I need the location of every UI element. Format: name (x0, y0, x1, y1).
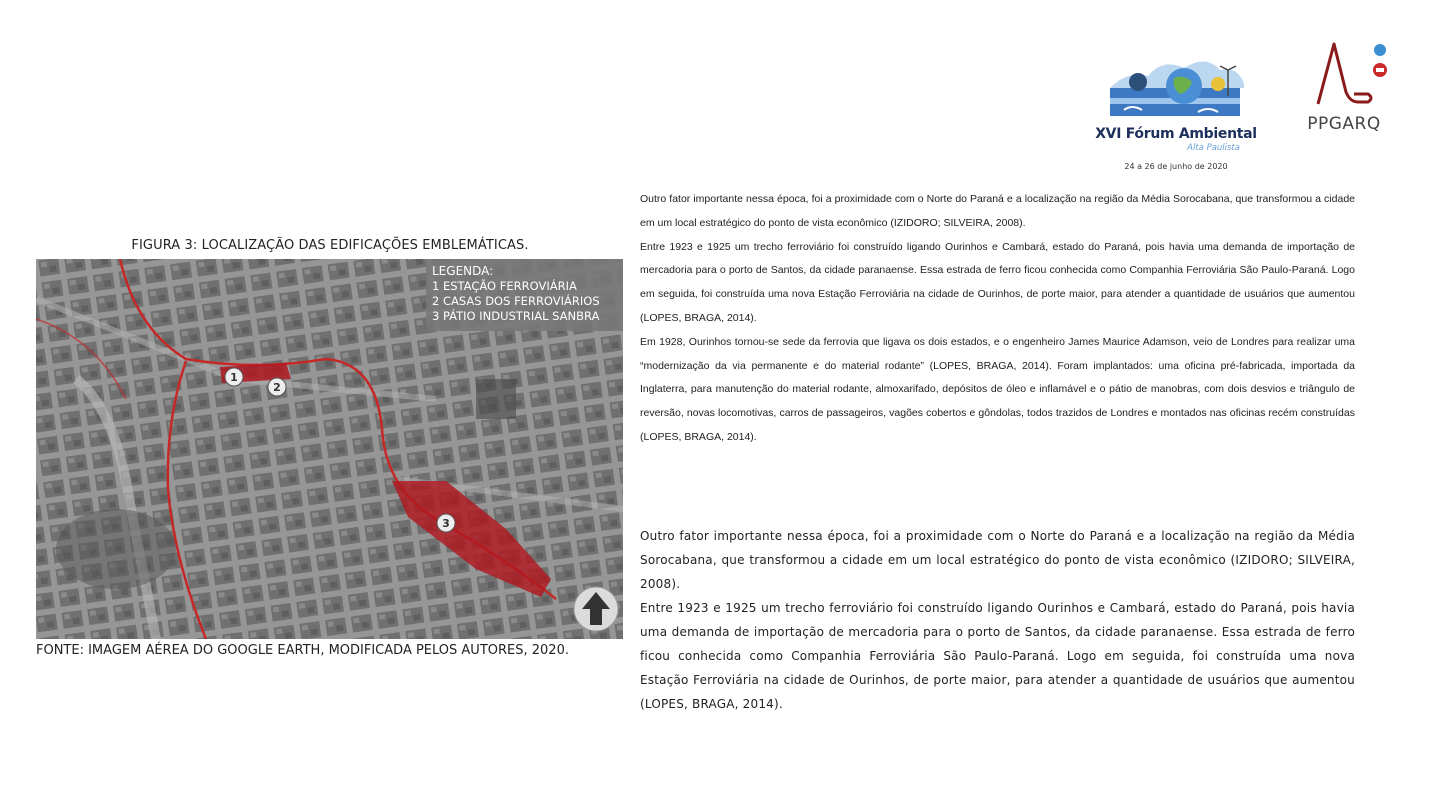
forum-ambiental-logo (1088, 40, 1264, 176)
forum-logo-illustration (1088, 40, 1264, 126)
aerial-map-image (36, 259, 623, 639)
legend-item-2: 2 CASAS DOS FERROVIÁRIOS (432, 294, 600, 308)
paragraph: Outro fator importante nessa época, foi a proximidade com o Norte do Paraná e a localização na região da Média Sorocabana, que transformou a cidade em um local estratégico do ponto de vista econômico (IZIDORO; SILVEIRA, 2008). (640, 529, 1355, 591)
forum-logo-subtitle: Alta Paulista (1187, 143, 1240, 153)
legend-item-1: 1 ESTAÇÃO FERROVIÁRIA (432, 279, 577, 293)
legend-item-3: 3 PÁTIO INDUSTRIAL SANBRA (432, 309, 600, 323)
paragraph: Em 1928, Ourinhos tornou-se sede da ferrovia que ligava os dois estados, e o engenheiro James Maurice Adamson, veio de Londres para realizar uma “modernização da via permanente e do material rodante” (LOPES, BRAGA, 2014). Foram implantados: uma oficina pré-fabricada, importada da Inglaterra, para manutenção do material rodante, almoxarifado, depósitos de óleo e inflamável e o pátio de manobras, com dois desvios e triângulo de reversão, novas locomotivas, carros de passageiros, vagões cobertos e gôndolas, todos trazidos de Londres e montados nas oficinas recém construídas (LOPES, BRAGA, 2014). (640, 335, 1355, 443)
aerial-map-figure (36, 259, 623, 639)
north-arrow-icon (574, 587, 618, 631)
legend-title: LEGENDA: (432, 264, 494, 278)
marker-2-label: 2 (273, 381, 281, 394)
forum-logo-title: XVI Fórum Ambiental (1095, 126, 1257, 142)
marker-1-label: 1 (230, 371, 238, 384)
figure-source: FONTE: IMAGEM AÉREA DO GOOGLE EARTH, MODIFICADA PELOS AUTORES, 2020. (36, 643, 569, 658)
ppgarq-logo-mark (1296, 40, 1396, 114)
ppgarq-logo (1296, 40, 1396, 144)
marker-3-label: 3 (442, 517, 450, 530)
body-text-small (640, 188, 1355, 450)
paragraph: Entre 1923 e 1925 um trecho ferroviário foi construído ligando Ourinhos e Cambará, estado do Paraná, pois havia uma demanda de importação de mercadoria para o porto de Santos, da cidade paranaense. Essa estrada de ferro ficou conhecida como Companhia Ferroviária São Paulo-Paraná. Logo em seguida, foi construída uma nova Estação Ferroviária na cidade de Ourinhos, de porte maior, para atender a quantidade de usuários que aumentou (LOPES, BRAGA, 2014). (640, 601, 1355, 711)
forum-logo-date: 24 a 26 de junho de 2020 (1124, 162, 1228, 171)
ppgarq-logo-text: PPGARQ (1307, 114, 1381, 134)
figure-caption: FIGURA 3: LOCALIZAÇÃO DAS EDIFICAÇÕES EMBLEMÁTICAS. (131, 238, 529, 253)
paragraph: Outro fator importante nessa época, foi a proximidade com o Norte do Paraná e a localização na região da Média Sorocabana, que transformou a cidade em um local estratégico do ponto de vista econômico (IZIDORO; SILVEIRA, 2008). (640, 193, 1355, 229)
body-text-large (640, 524, 1355, 716)
paragraph: Entre 1923 e 1925 um trecho ferroviário foi construído ligando Ourinhos e Cambará, estado do Paraná, pois havia uma demanda de importação de mercadoria para o porto de Santos, da cidade paranaense. Essa estrada de ferro ficou conhecida como Companhia Ferroviária São Paulo-Paraná. Logo em seguida, foi construída uma nova Estação Ferroviária na cidade de Ourinhos, de porte maior, para atender a quantidade de usuários que aumentou (LOPES, BRAGA, 2014). (640, 240, 1355, 324)
